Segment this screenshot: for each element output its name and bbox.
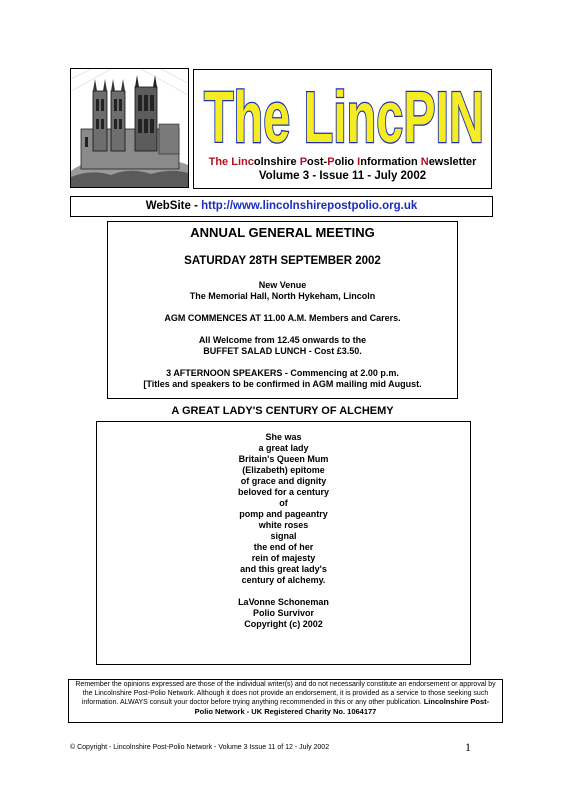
poem-line: Britain's Queen Mum (238, 454, 329, 464)
masthead (193, 69, 492, 189)
poem-line: of grace and dignity (240, 476, 327, 486)
charity-line: Lincolnshire Post-Polio Network - UK Registered Charity No. 1064177 (194, 697, 490, 716)
disclaimer-box (68, 679, 503, 723)
poem-line: rein of majesty (251, 553, 316, 563)
poem-line: signal (270, 531, 297, 541)
poem-line: of (279, 498, 288, 508)
poem-author: LaVonne Schoneman (238, 597, 329, 607)
footer-copyright: © Copyright - Lincolnshire Post-Polio Network - Volume 3 Issue 11 of 12 - July 2002 (70, 744, 330, 751)
agm-venue: The Memorial Hall, North Hykeham, Lincoln (189, 291, 376, 301)
agm-notice (107, 221, 458, 399)
poem-author-title: Polio Survivor (252, 608, 314, 618)
agm-title: ANNUAL GENERAL MEETING (190, 225, 375, 240)
website-link[interactable]: http://www.lincolnshirepostpolio.org.uk (201, 200, 418, 212)
agm-welcome: All Welcome from 12.45 onwards to the (198, 335, 367, 345)
agm-speakers: 3 AFTERNOON SPEAKERS - Commencing at 2.00 p.m. (166, 368, 399, 378)
cathedral-illustration (71, 69, 188, 187)
disclaimer-text: Remember the opinions expressed are those of the individual writer(s) and do not necessarily constitute an endorsement or approval by the Lincolnshire Post-Polio Network. Although it does not provide an endorsement, it is provided as a service to those seeking such information. ALWAYS consult your doctor before trying anything recommended in this or any other publication. (75, 681, 496, 706)
agm-commences: AGM COMMENCES AT 11.00 A.M. Members and Carers. (164, 313, 401, 323)
poem-line: white roses (258, 520, 309, 530)
poem-heading: A GREAT LADY'S CENTURY OF ALCHEMY (171, 405, 394, 417)
poem-line: pomp and pageantry (239, 509, 328, 519)
agm-speakers-note: [Titles and speakers to be confirmed in AGM mailing mid August. (143, 379, 422, 389)
logo-text: The LincPIN (204, 78, 484, 154)
cathedral-image (70, 68, 189, 188)
issue-line: Volume 3 - Issue 11 - July 2002 (258, 170, 427, 182)
agm-venue-label: New Venue (258, 280, 307, 290)
poem-line: a great lady (258, 443, 309, 453)
poem-box (96, 421, 471, 665)
poem-line: (Elizabeth) epitome (242, 465, 325, 475)
agm-date: SATURDAY 28TH SEPTEMBER 2002 (184, 255, 381, 267)
lincpin-logo (200, 74, 488, 154)
website-label: WebSite - (145, 200, 202, 212)
poem-line: beloved for a century (237, 487, 330, 497)
poem-line: century of alchemy. (241, 575, 326, 585)
poem-copyright: Copyright (c) 2002 (244, 619, 323, 629)
page-number: 1 (465, 740, 471, 754)
poem-line: the end of her (253, 542, 314, 552)
newsletter-subtitle: The Lincolnshire Post-Polio Information Newsletter (208, 156, 477, 168)
poem-line: and this great lady's (240, 564, 327, 574)
agm-lunch: BUFFET SALAD LUNCH - Cost £3.50. (203, 346, 362, 356)
poem-line: She was (265, 432, 302, 442)
website-bar (70, 196, 493, 217)
